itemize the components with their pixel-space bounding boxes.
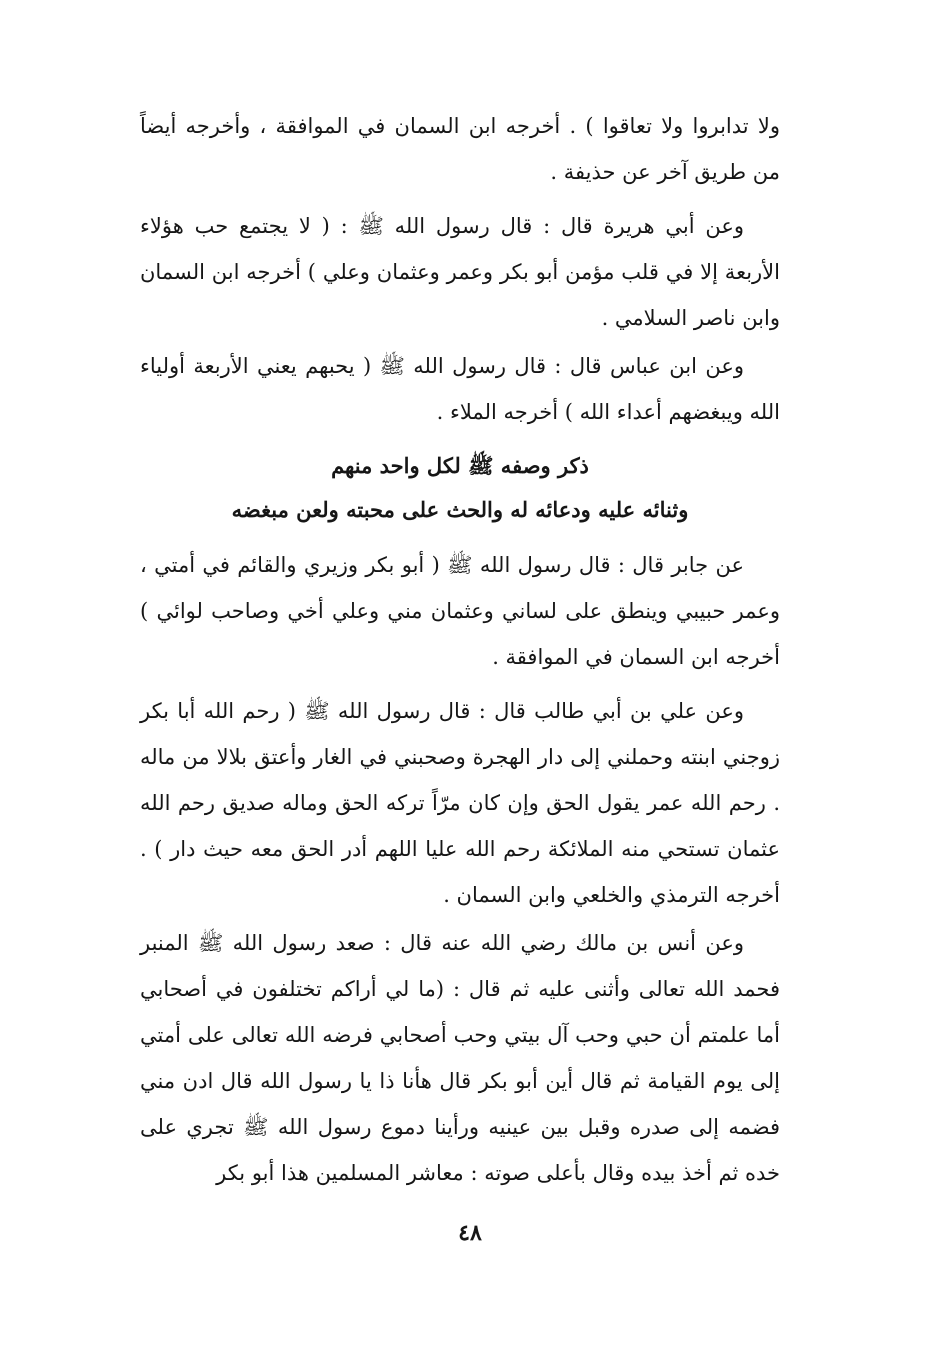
page-number: ٤٨ xyxy=(458,1220,482,1246)
paragraph-intro-continuation: ولا تدابروا ولا تعاقوا ) . أخرجه ابن السمان في الموافقة ، وأخرجه أيضاً من طريق آخر عن حذيفة . xyxy=(140,114,780,184)
paragraph-abu-hurayra: وعن أبي هريرة قال : قال رسول الله ﷺ : ( لا يجتمع حب هؤلاء الأربعة إلا في قلب مؤمن أبو بكر وعمر وعثمان وعلي ) أخرجه ابن السمان وابن ناصر السلامي . xyxy=(140,214,780,330)
paragraph-ali-ibn-abi-talib: وعن علي بن أبي طالب قال : قال رسول الله ﷺ ( رحم الله أبا بكر زوجني ابنته وحملني إلى دار الهجرة وصحبني في الغار وأعتق بلالا من ماله . رحم الله عمر يقول الحق وإن كان مرّاً تركه الحق وماله صديق رحم الله عثمان تستحي منه الملائكة رحم الله عليا اللهم أدر الحق معه حيث دار ) . أخرجه الترمذي والخلعي وابن السمان . xyxy=(140,699,780,907)
section-heading-line-1: ذكر وصفه ﷺ لكل واحد منهم xyxy=(331,453,589,478)
section-heading-line-2: وثنائه عليه ودعائه له والحث على محبته ولعن مبغضه xyxy=(231,497,689,522)
paragraph-anas-ibn-malik: وعن أنس بن مالك رضي الله عنه قال : صعد رسول الله ﷺ المنبر فحمد الله تعالى وأثنى عليه ثم قال : (ما لي أراكم تختلفون في أصحابي أما علمتم أن حبي وحب آل بيتي وحب أصحابي فرضه الله تعالى على أمتي إلى يوم القيامة ثم قال أين أبو بكر قال هأنا ذا يا رسول الله قال ادن مني فضمه إلى صدره وقبل بين عينيه ورأينا دموع رسول الله ﷺ تجري على خده ثم أخذ بيده وقال بأعلى صوته : معاشر المسلمين هذا أبو بكر xyxy=(140,931,780,1185)
paragraph-ibn-abbas: وعن ابن عباس قال : قال رسول الله ﷺ ( يحبهم يعني الأربعة أولياء الله ويبغضهم أعداء الله ) أخرجه الملاء . xyxy=(140,354,780,424)
paragraph-jabir: عن جابر قال : قال رسول الله ﷺ ( أبو بكر وزيري والقائم في أمتي ، وعمر حبيبي وينطق على لساني وعثمان مني وعلي أخي وصاحب لوائي ) أخرجه ابن السمان في الموافقة . xyxy=(140,553,780,669)
